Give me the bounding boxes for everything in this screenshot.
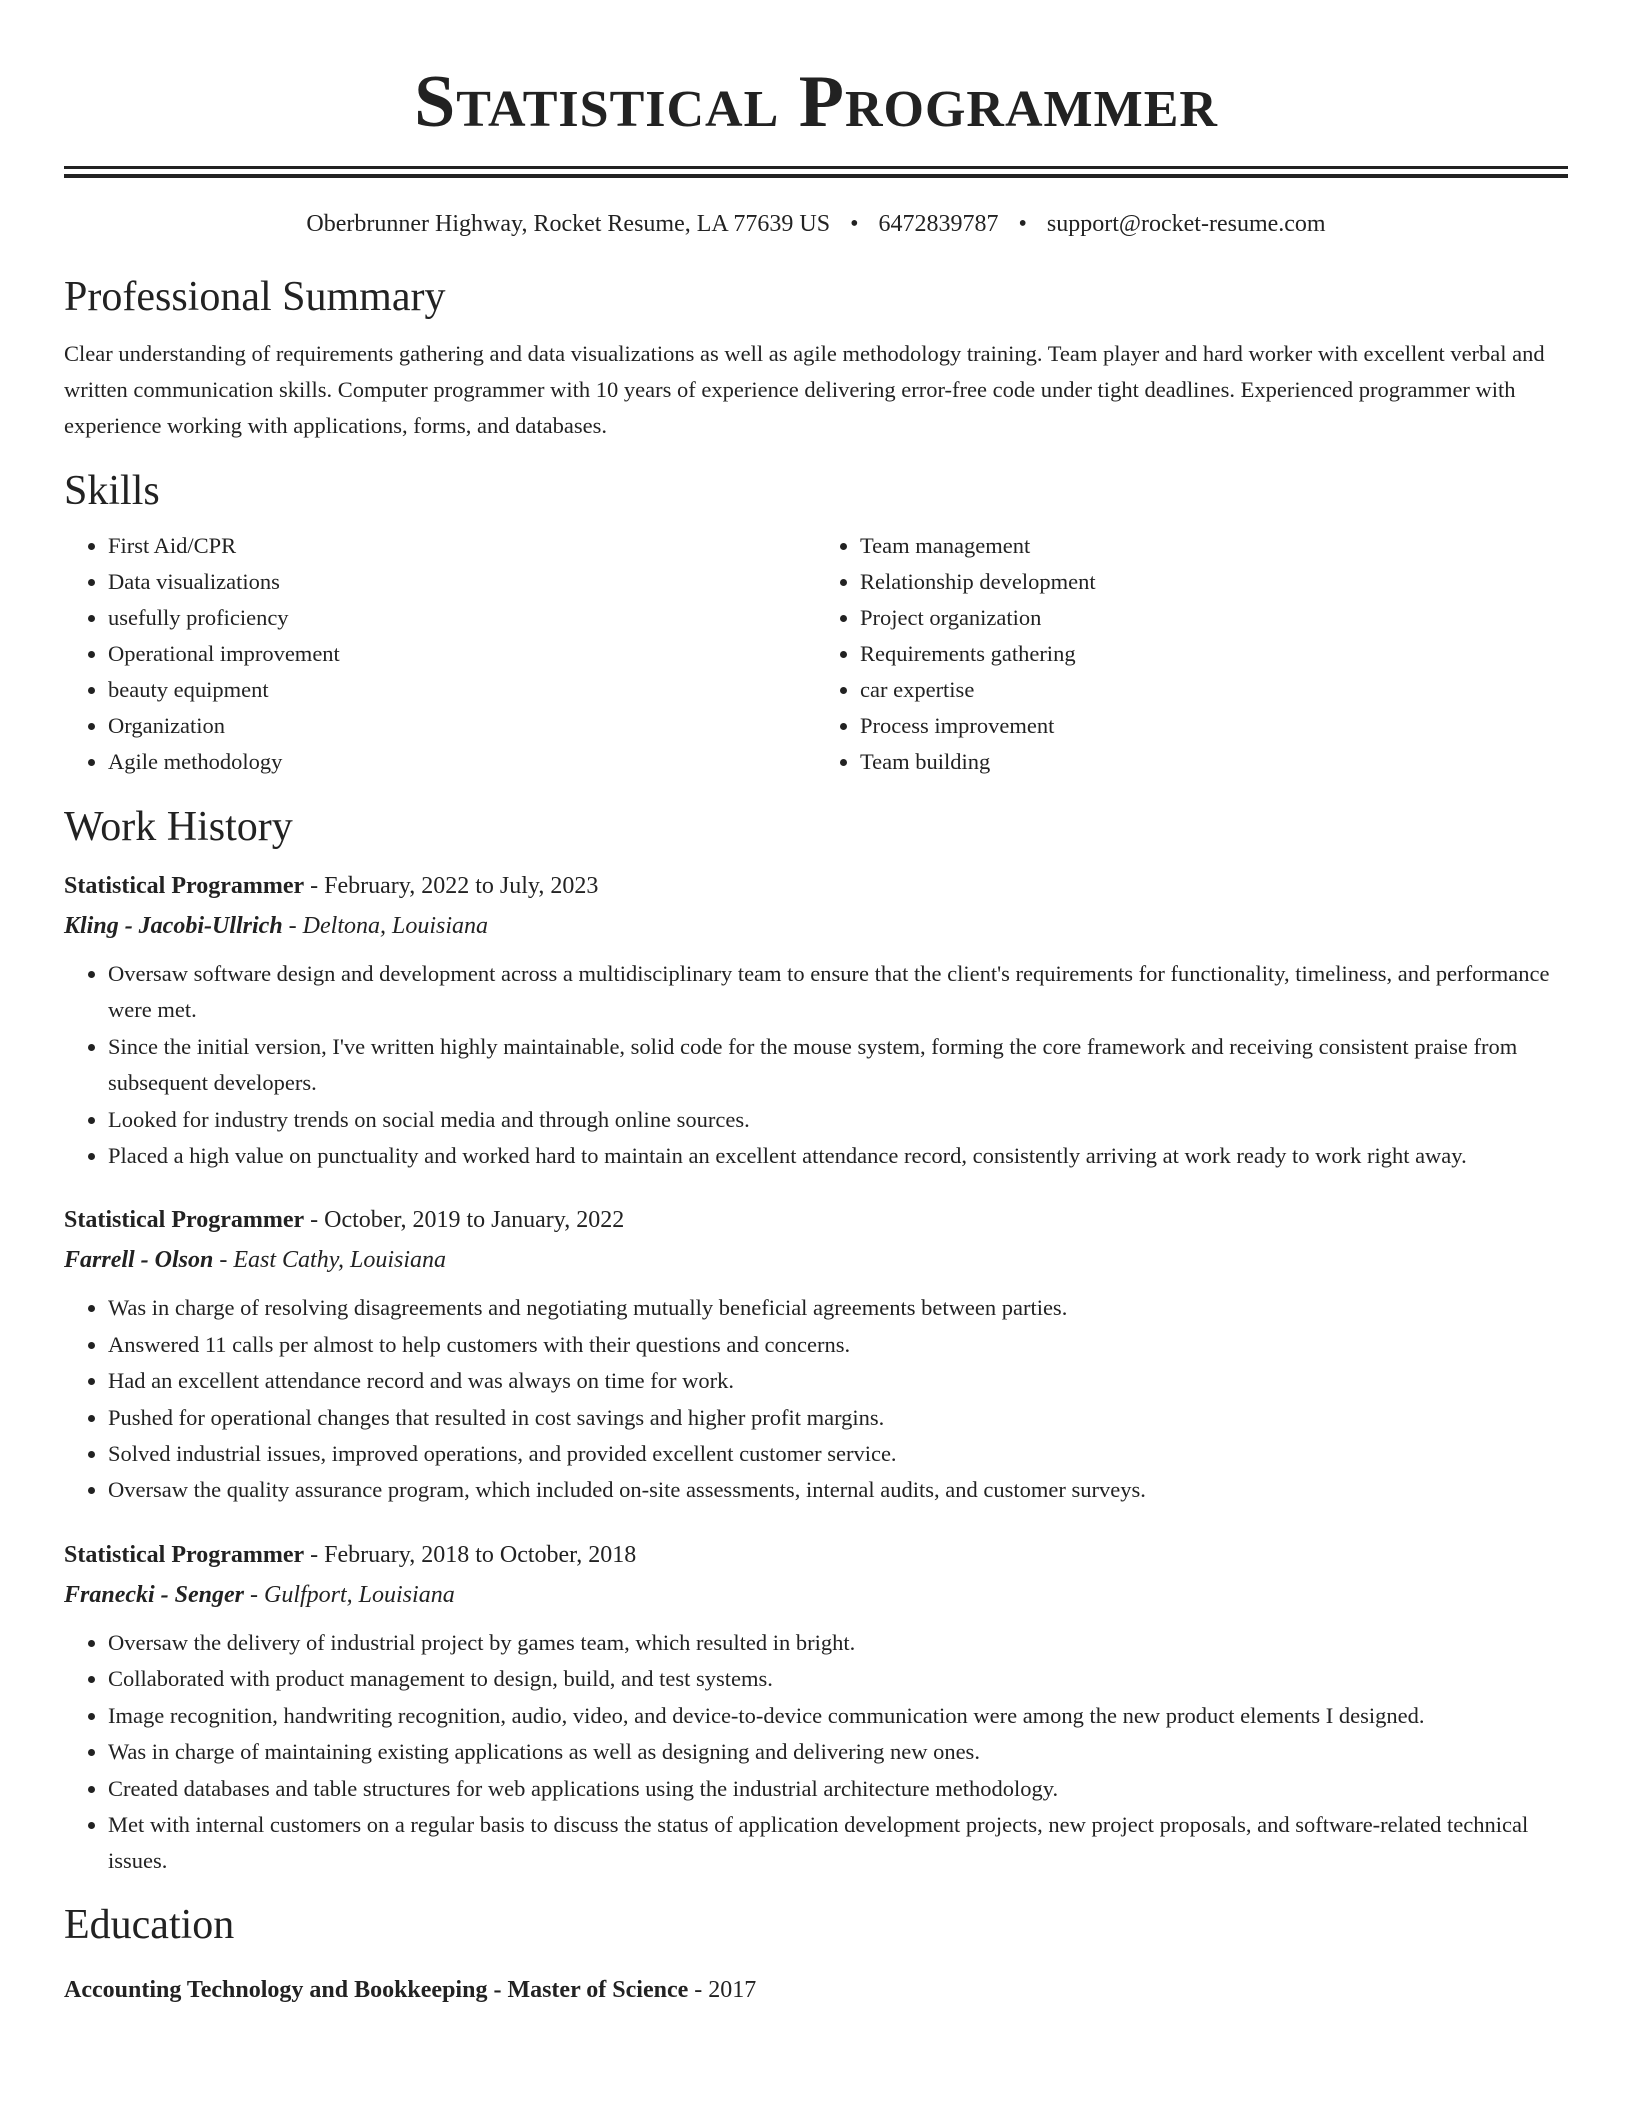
skill-item: • Organization <box>108 708 816 744</box>
job-bullet: • Was in charge of resolving disagreements and negotiating mutually beneficial agreements between parties. <box>108 1290 1568 1326</box>
job-bullet: • Since the initial version, I've written highly maintainable, solid code for the mouse system, forming the core framework and receiving consistent praise from subsequent developers. <box>108 1029 1568 1102</box>
education-year: - 2017 <box>688 1976 757 2003</box>
skill-item: • car expertise <box>860 672 1568 708</box>
company-name: Farrell - Olson <box>64 1247 214 1274</box>
job-bullet: • Created databases and table structures for web applications using the industrial architecture methodology. <box>108 1771 1568 1807</box>
job-bullets <box>64 956 1568 1174</box>
job-bullet: • Looked for industry trends on social media and through online sources. <box>108 1102 1568 1138</box>
job-title-line <box>64 1535 1568 1575</box>
job-title: Statistical Programmer <box>64 1541 305 1568</box>
skill-item: • Data visualizations <box>108 564 816 600</box>
job-title: Statistical Programmer <box>64 873 305 899</box>
skill-item: • First Aid/CPR <box>108 528 816 564</box>
contact-separator: • <box>1018 211 1027 237</box>
contact-separator: • <box>850 211 859 237</box>
skill-item: • beauty equipment <box>108 672 816 708</box>
skills-list <box>64 528 1568 780</box>
contact-email: support@rocket-resume.com <box>1046 211 1326 237</box>
skills-heading: Skills <box>64 468 160 514</box>
company-location: - East Cathy, Louisiana <box>213 1247 447 1274</box>
job-bullet: • Answered 11 calls per almost to help customers with their questions and concerns. <box>108 1327 1568 1363</box>
job-entry <box>64 1535 1568 1880</box>
job-bullet: • Had an excellent attendance record and was always on time for work. <box>108 1363 1568 1399</box>
job-bullet: • Placed a high value on punctuality and worked hard to maintain an excellent attendance record, consistently arriving at work ready to work right away. <box>108 1138 1568 1174</box>
job-bullet: • Solved industrial issues, improved operations, and provided excellent customer service. <box>108 1436 1568 1472</box>
job-title-line <box>64 866 1568 906</box>
skill-item: • Process improvement <box>860 708 1568 744</box>
job-bullet: • Collaborated with product management to design, build, and test systems. <box>108 1661 1568 1697</box>
contact-line <box>64 208 1568 240</box>
education-entry <box>64 1970 1568 2010</box>
summary-heading: Professional Summary <box>64 274 446 320</box>
skills-column-right <box>816 528 1568 780</box>
education-heading: Education <box>64 1901 235 1948</box>
job-bullet: • Oversaw software design and development across a multidisciplinary team to ensure that the client's requirements for functionality, timeliness, and performance were met. <box>108 956 1568 1029</box>
work-history-heading: Work History <box>64 804 293 850</box>
skill-item: • Requirements gathering <box>860 636 1568 672</box>
job-dates: - February, 2022 to July, 2023 <box>304 873 599 899</box>
job-entry <box>64 1200 1568 1508</box>
job-bullet: • Pushed for operational changes that resulted in cost savings and higher profit margins. <box>108 1400 1568 1436</box>
company-name: Kling - Jacobi-Ullrich <box>64 913 283 939</box>
job-title: Statistical Programmer <box>64 1207 305 1234</box>
job-bullet: • Image recognition, handwriting recognition, audio, video, and device-to-device communication were among the new product elements I designed. <box>108 1698 1568 1734</box>
job-bullet: • Oversaw the quality assurance program, which included on-site assessments, internal audits, and customer surveys. <box>108 1472 1568 1508</box>
company-name: Franecki - Senger <box>64 1581 244 1608</box>
skills-column-left <box>64 528 816 780</box>
contact-phone: 6472839787 <box>878 211 999 237</box>
job-bullet: • Met with internal customers on a regular basis to discuss the status of application development projects, new project proposals, and software-related technical issues. <box>108 1807 1568 1880</box>
company-location: - Gulfport, Louisiana <box>244 1581 455 1608</box>
skill-item: • Project organization <box>860 600 1568 636</box>
skill-item: • Relationship development <box>860 564 1568 600</box>
job-bullet: • Was in charge of maintaining existing applications as well as designing and delivering new ones. <box>108 1734 1568 1770</box>
company-line <box>64 906 1568 946</box>
job-entry <box>64 866 1568 1174</box>
skill-item: • Agile methodology <box>108 744 816 780</box>
job-dates: - October, 2019 to January, 2022 <box>304 1207 625 1234</box>
skill-item: • Team management <box>860 528 1568 564</box>
contact-address: Oberbrunner Highway, Rocket Resume, LA 77639 US <box>306 211 831 237</box>
job-bullets <box>64 1625 1568 1880</box>
skill-item: • Team building <box>860 744 1568 780</box>
education-degree: Accounting Technology and Bookkeeping - Master of Science <box>64 1976 689 2003</box>
company-line <box>64 1575 1568 1615</box>
skill-item: • usefully proficiency <box>108 600 816 636</box>
company-location: - Deltona, Louisiana <box>282 913 489 939</box>
resume-title: Statistical Programmer <box>414 61 1218 143</box>
skill-item: • Operational improvement <box>108 636 816 672</box>
company-line <box>64 1240 1568 1280</box>
summary-text: Clear understanding of requirements gathering and data visualizations as well as agile methodology training. Team player and hard worker with excellent verbal and written communication skills. Computer programmer with 10 years of experience delivering error-free code under tight deadlines. Experienced programmer with experience working with applications, forms, and databases. <box>64 341 1545 438</box>
title-divider <box>64 166 1568 178</box>
job-bullets <box>64 1290 1568 1508</box>
resume-page <box>64 0 1568 2010</box>
job-bullet: • Oversaw the delivery of industrial project by games team, which resulted in bright. <box>108 1625 1568 1661</box>
job-dates: - February, 2018 to October, 2018 <box>304 1541 637 1568</box>
job-title-line <box>64 1200 1568 1240</box>
